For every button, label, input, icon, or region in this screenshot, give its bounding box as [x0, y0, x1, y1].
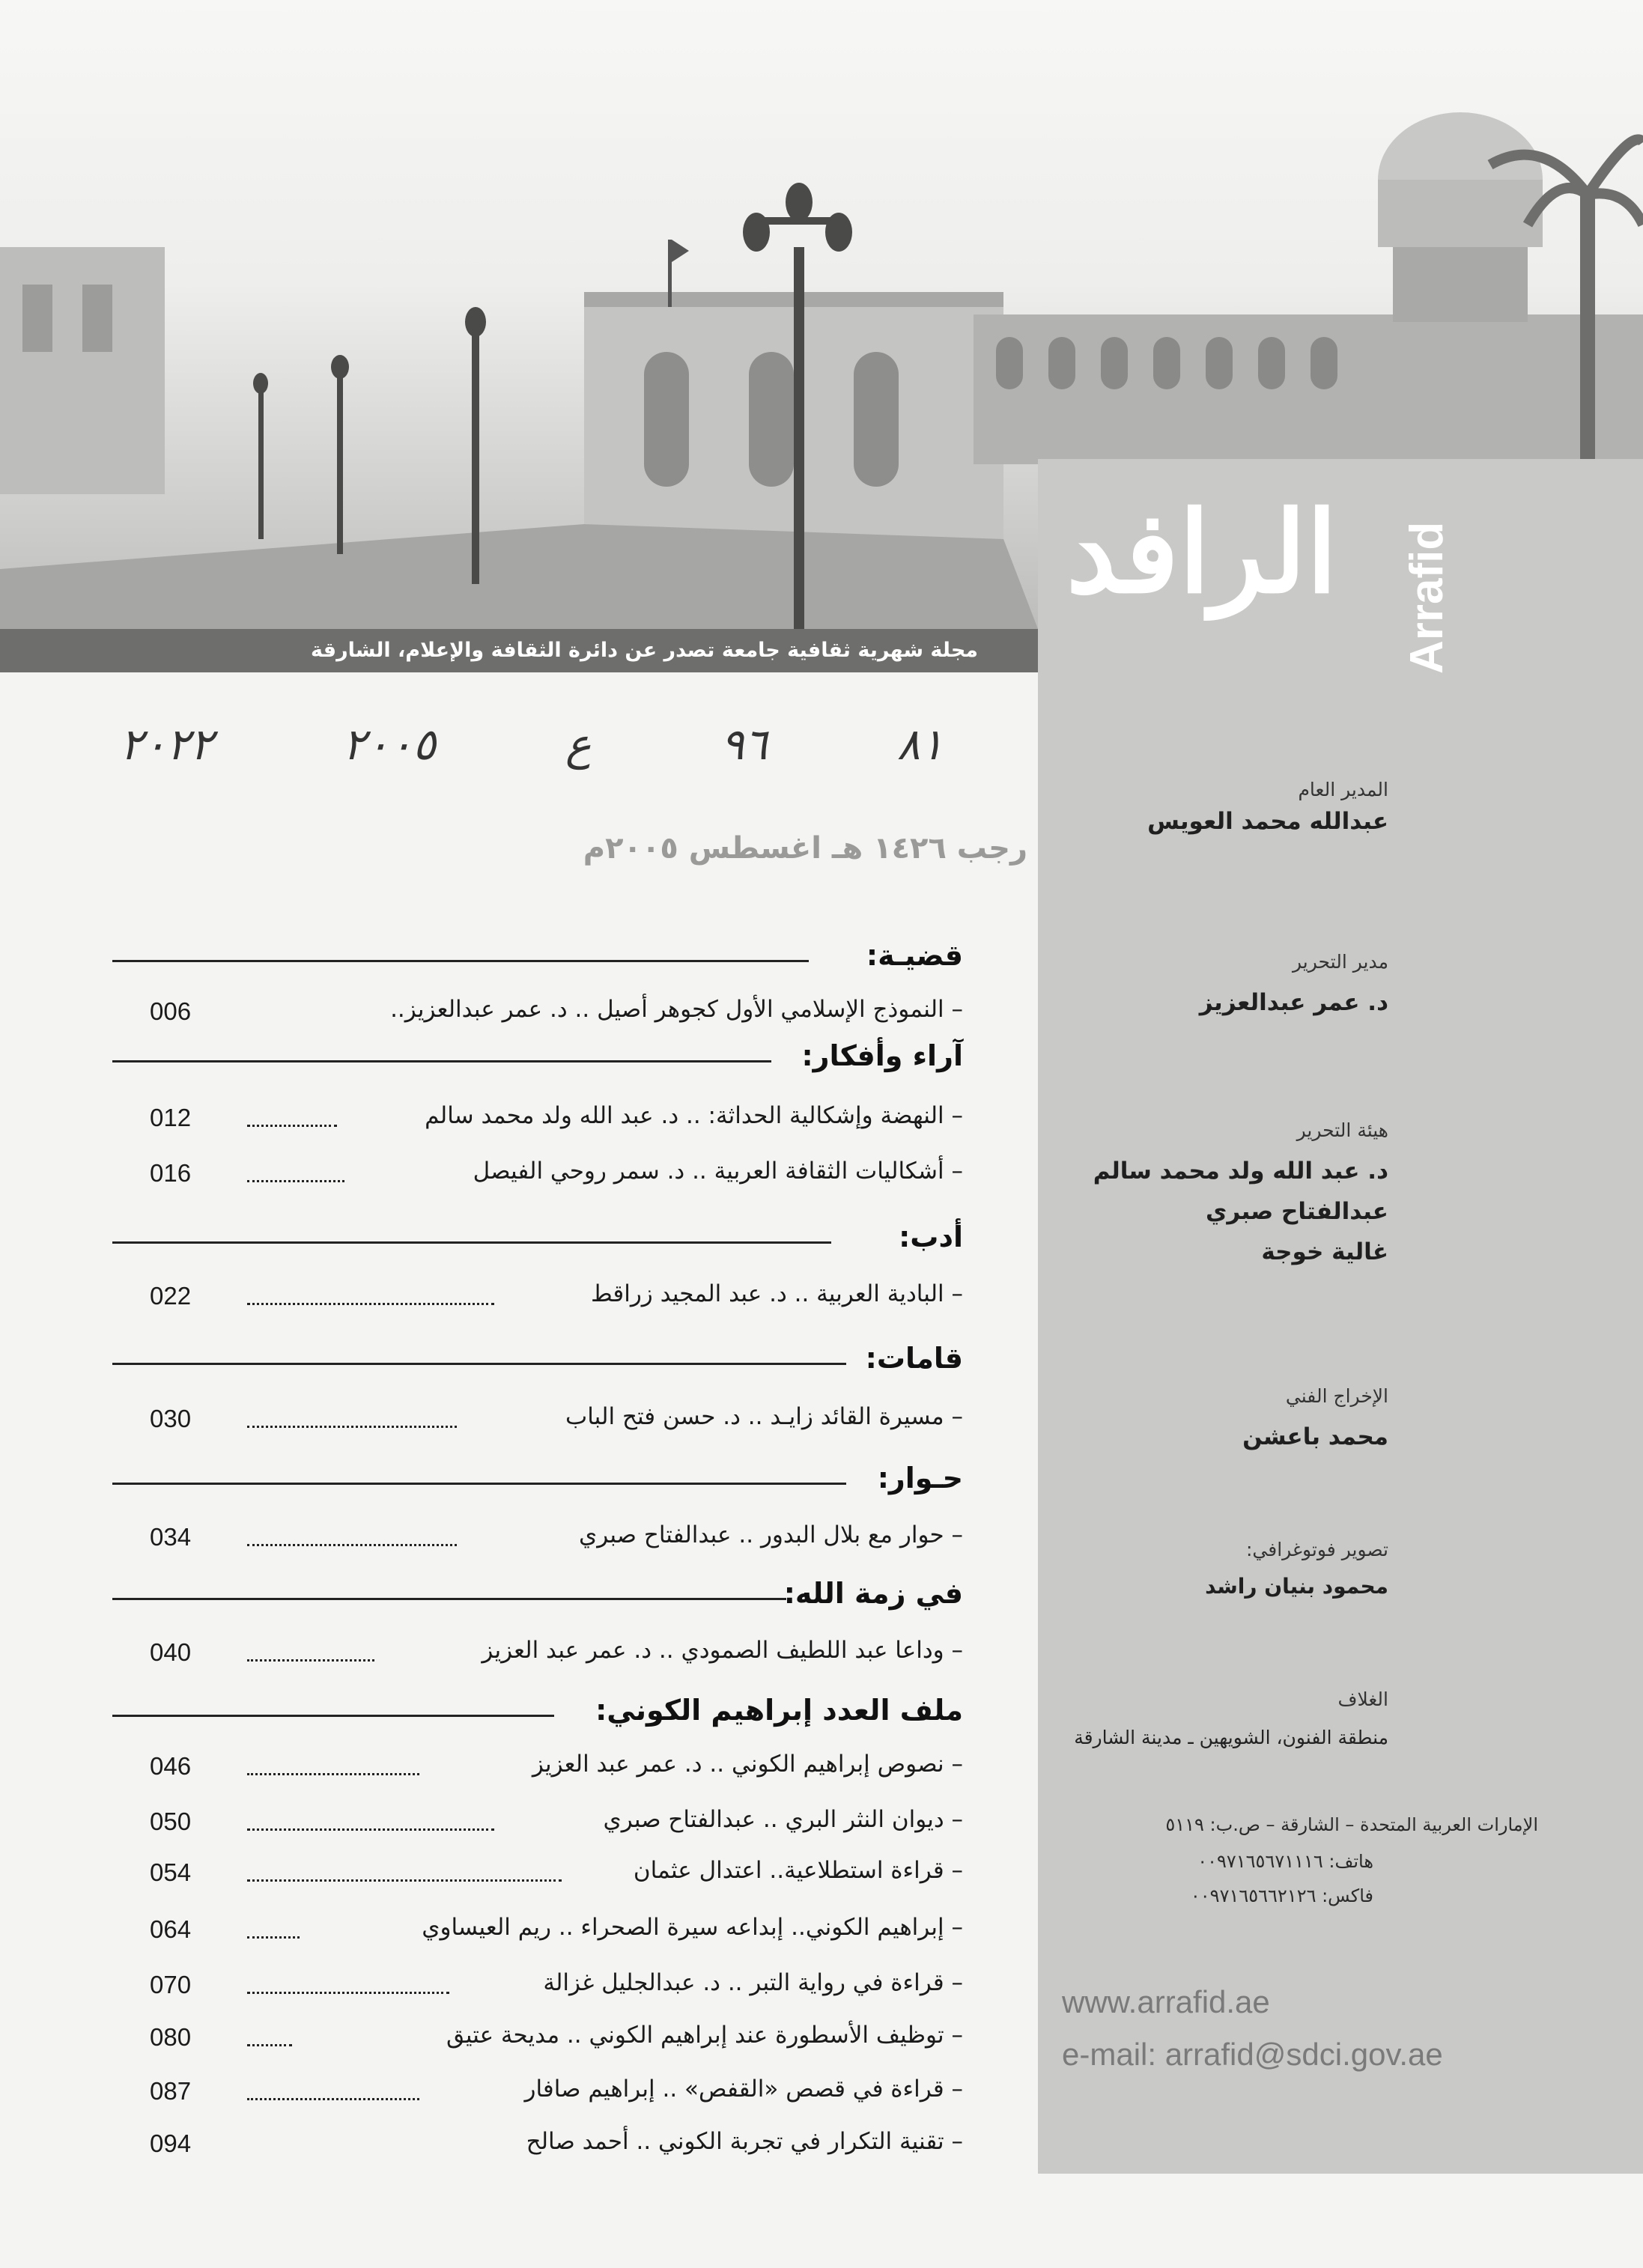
email-link[interactable]: e-mail: arrafid@sdci.gov.ae	[1062, 2037, 1443, 2072]
toc-page-number: 046	[150, 1752, 192, 1780]
staff-role: الإخراج الفني	[1285, 1385, 1388, 1407]
staff-name: عبدالفتاح صبري	[1205, 1198, 1388, 1225]
toc-page-number: 087	[150, 2077, 192, 2105]
toc-entry[interactable]: – حوار مع بلال البدور .. عبدالفتاح صبري	[578, 1521, 963, 1548]
leader-dots	[247, 1936, 300, 1939]
section-rule	[112, 1241, 831, 1244]
logo-arabic: الرافد	[1066, 487, 1337, 618]
toc-page-number: 080	[150, 2023, 192, 2051]
section-rule	[112, 1715, 554, 1717]
toc-entry[interactable]: – وداعا عبد اللطيف الصمودي .. د. عمر عبد العزيز	[482, 1637, 963, 1664]
table-of-contents	[0, 928, 1038, 2186]
toc-page-number: 012	[150, 1104, 192, 1131]
toc-entry[interactable]: – قراءة استطلاعية.. اعتدال عثمان	[633, 1857, 963, 1884]
staff-name: محمد باعشن	[1242, 1423, 1388, 1450]
handwritten-mark: ٨١	[896, 719, 944, 770]
leader-dots	[247, 1544, 457, 1546]
toc-entry[interactable]: – قراءة في قصص «القفص» .. إبراهيم صافار	[524, 2076, 963, 2103]
toc-entry[interactable]: – النموذج الإسلامي الأول كجوهر أصيل .. د. عمر عبدالعزيز..	[390, 996, 963, 1023]
staff-editorial-board	[1093, 1119, 1388, 1265]
handwritten-note	[120, 719, 944, 786]
toc-section-title: في زمة الله:	[783, 1577, 963, 1610]
contact-address: الإمارات العربية المتحدة – الشارقة – ص.ب: ٥١١٩	[1165, 1814, 1538, 1835]
toc-entry[interactable]: – تقنية التكرار في تجربة الكوني .. أحمد صالح	[526, 2128, 963, 2155]
staff-name: محمود بنيان راشد	[1205, 1574, 1388, 1599]
staff-role: الغلاف	[1337, 1688, 1388, 1710]
toc-section-title: آراء وأفكار:	[801, 1039, 963, 1072]
contact-phone: هاتف: ٠٠٩٧١٦٥٦٧١١١٦	[1197, 1851, 1373, 1872]
toc-section-title: قضيـة:	[866, 939, 963, 972]
leader-dots	[247, 1180, 344, 1182]
leader-dots	[247, 1879, 562, 1882]
toc-page-number: 022	[150, 1282, 192, 1310]
staff-cover	[1074, 1688, 1388, 1748]
handwritten-mark: ٢٠٢٢	[120, 719, 213, 770]
section-rule	[112, 1483, 846, 1485]
leader-dots	[247, 1125, 337, 1127]
staff-role: المدير العام	[1298, 779, 1388, 800]
staff-name: د. عبد الله ولد محمد سالم	[1093, 1158, 1388, 1185]
section-rule	[112, 1060, 771, 1062]
handwritten-mark: ٩٦	[720, 719, 768, 770]
staff-general-manager	[1147, 779, 1388, 835]
staff-photography	[1205, 1539, 1388, 1599]
section-rule	[112, 1363, 846, 1365]
toc-page-number: 006	[150, 997, 192, 1025]
toc-page-number: 070	[150, 1971, 192, 1998]
toc-entry[interactable]: – البادية العربية .. د. عبد المجيد زراقط	[590, 1280, 963, 1307]
section-rule	[112, 1598, 786, 1600]
toc-page-number: 030	[150, 1405, 192, 1432]
toc-entry[interactable]: – مسيرة القائد زايـد .. د. حسن فتح الباب	[565, 1403, 963, 1430]
magazine-logo	[1038, 459, 1457, 706]
contact-fax: فاكس: ٠٠٩٧١٦٥٦٦٢١٢٦	[1190, 1885, 1373, 1906]
toc-entry[interactable]: – ديوان النثر البري .. عبدالفتاح صبري	[603, 1806, 963, 1833]
staff-role: مدير التحرير	[1292, 951, 1388, 973]
leader-dots	[247, 1426, 457, 1428]
staff-role: تصوير فوتوغرافي:	[1245, 1539, 1388, 1560]
leader-dots	[247, 1659, 374, 1662]
staff-name: منطقة الفنون، الشويهين ـ مدينة الشارقة	[1074, 1727, 1388, 1748]
toc-page-number: 016	[150, 1159, 192, 1187]
toc-page-number: 050	[150, 1808, 192, 1835]
handwritten-mark: ع	[565, 719, 592, 770]
toc-entry[interactable]: – أشكاليات الثقافة العربية .. د. سمر روحي الفيصل	[473, 1158, 963, 1185]
logo-latin: Arrafid	[1401, 521, 1453, 674]
toc-page-number: 034	[150, 1523, 192, 1551]
leader-dots	[247, 1303, 494, 1305]
toc-entry[interactable]: – النهضة وإشكالية الحداثة: .. د. عبد الله ولد محمد سالم	[425, 1102, 963, 1129]
toc-section-title: ملف العدد إبراهيم الكوني:	[595, 1694, 963, 1727]
leader-dots	[247, 1992, 449, 1994]
staff-role: هيئة التحرير	[1296, 1119, 1388, 1141]
toc-entry[interactable]: – نصوص إبراهيم الكوني .. د. عمر عبد العزيز	[532, 1751, 963, 1778]
toc-page-number: 064	[150, 1915, 192, 1943]
staff-name: د. عمر عبدالعزيز	[1199, 989, 1388, 1016]
staff-name: غالية خوجة	[1261, 1238, 1388, 1265]
toc-section-title: قامات:	[865, 1342, 963, 1375]
leader-dots	[247, 1828, 494, 1831]
toc-entry[interactable]: – إبراهيم الكوني.. إبداعه سيرة الصحراء .. ريم العيساوي	[422, 1914, 963, 1941]
masthead-tagline: مجلة شهرية ثقافية جامعة تصدر عن دائرة الثقافة والإعلام، الشارقة	[0, 629, 1038, 672]
staff-name: عبدالله محمد العويس	[1147, 808, 1388, 835]
section-rule	[112, 960, 809, 962]
toc-section-title: حـوار:	[877, 1462, 963, 1495]
website-link[interactable]: www.arrafid.ae	[1062, 1984, 1270, 2019]
leader-dots	[247, 1773, 419, 1775]
sidebar-panel	[1038, 459, 1643, 2174]
leader-dots	[247, 2098, 419, 2100]
staff-art-direction	[1242, 1385, 1388, 1450]
toc-page-number: 040	[150, 1638, 192, 1666]
issue-date: رجب ١٤٢٦ هـ اغسطس ٢٠٠٥م	[583, 831, 1027, 866]
toc-page-number: 094	[150, 2129, 192, 2157]
leader-dots	[247, 2044, 292, 2046]
handwritten-mark: ٢٠٠٥	[342, 719, 437, 770]
toc-entry[interactable]: – توظيف الأسطورة عند إبراهيم الكوني .. مديحة عتيق	[446, 2022, 963, 2049]
staff-managing-editor	[1200, 951, 1388, 1016]
toc-page-number: 054	[150, 1858, 192, 1886]
toc-entry[interactable]: – قراءة في رواية التبر .. د. عبدالجليل غزالة	[543, 1969, 963, 1996]
toc-section-title: أدب:	[899, 1220, 963, 1253]
